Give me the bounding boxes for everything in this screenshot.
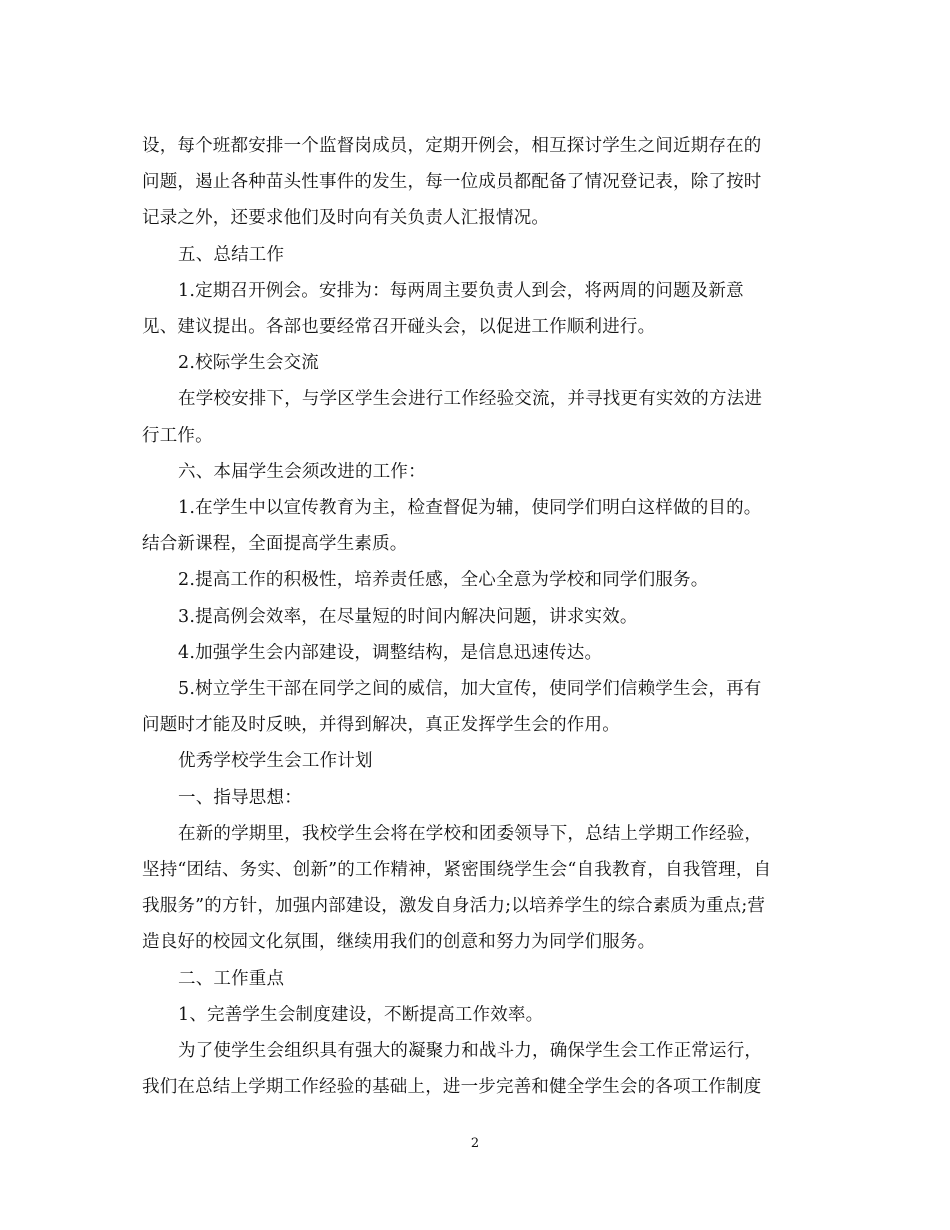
text-line: 结合新课程，全面提高学生素质。 <box>142 534 408 555</box>
document-body <box>142 128 810 1105</box>
text-line: 在新的学期里，我校学生会将在学校和团委领导下，总结上学期工作经验， <box>178 823 763 844</box>
text-line: 一、指导思想： <box>178 787 302 808</box>
text-line: 设，每个班都安排一个监督岗成员，定期开例会，相互探讨学生之间近期存在的 <box>142 136 762 156</box>
text-line: 在学校安排下，与学区学生会进行工作经验交流，并寻找更有实效的方法进 <box>178 389 763 410</box>
paragraph <box>142 599 810 635</box>
text-line: 问题，遏止各种苗头性事件的发生，每一位成员都配备了情况登记表，除了按时 <box>142 172 762 193</box>
text-line: 二、工作重点 <box>178 968 285 989</box>
paragraph <box>142 780 810 816</box>
text-line: 见、建议提出。各部也要经常召开碰头会，以促进工作顺利进行。 <box>142 317 656 338</box>
text-line: 2.校际学生会交流 <box>178 353 319 374</box>
text-line: 行工作。 <box>142 425 213 446</box>
text-line: 我服务”的方针，加强内部建设，激发自身活力;以培养学生的综合素质为重点;营 <box>142 896 766 917</box>
text-line: 造良好的校园文化氛围，继续用我们的创意和努力为同学们服务。 <box>142 932 656 953</box>
paragraph <box>142 237 810 273</box>
text-line: 问题时才能及时反映，并得到解决，真正发挥学生会的作用。 <box>142 715 620 736</box>
text-line: 3.提高例会效率，在尽量短的时间内解决问题，讲求实效。 <box>178 606 638 627</box>
page-number: 2 <box>470 1136 480 1151</box>
text-line: 六、本届学生会须改进的工作： <box>178 461 426 482</box>
text-line: 为了使学生会组织具有强大的凝聚力和战斗力，确保学生会工作正常运行， <box>178 1041 763 1062</box>
paragraph <box>142 381 810 453</box>
paragraph <box>142 490 810 562</box>
paragraph <box>142 128 810 237</box>
paragraph <box>142 997 810 1033</box>
paragraph <box>142 454 810 490</box>
text-line: 4.加强学生会内部建设，调整结构，是信息迅速传达。 <box>178 642 603 663</box>
paragraph <box>142 562 810 598</box>
paragraph <box>142 635 810 671</box>
text-line: 1.定期召开例会。安排为：每两周主要负责人到会，将两周的问题及新意 <box>178 280 744 301</box>
text-line: 记录之外，还要求他们及时向有关负责人汇报情况。 <box>142 208 550 229</box>
text-line: 1、完善学生会制度建设，不断提高工作效率。 <box>178 1004 544 1025</box>
text-line: 五、总结工作 <box>178 244 285 265</box>
text-line: 我们在总结上学期工作经验的基础上，进一步完善和健全学生会的各项工作制度 <box>142 1077 762 1098</box>
paragraph <box>142 345 810 381</box>
paragraph <box>142 671 810 743</box>
paragraph <box>142 743 810 779</box>
text-line: 2.提高工作的积极性，培养责任感，全心全意为学校和同学们服务。 <box>178 570 709 591</box>
paragraph <box>142 816 810 961</box>
paragraph <box>142 273 810 345</box>
text-line: 5.树立学生干部在同学之间的威信，加大宣传，使同学们信赖学生会，再有 <box>178 679 762 700</box>
text-line: 坚持“团结、务实、创新”的工作精神，紧密围绕学生会“自我教育，自我管理，自 <box>142 860 772 881</box>
paragraph <box>142 1033 810 1105</box>
paragraph <box>142 961 810 997</box>
text-line: 1.在学生中以宣传教育为主，检查督促为辅，使同学们明白这样做的目的。 <box>178 498 762 519</box>
text-line: 优秀学校学生会工作计划 <box>178 751 373 772</box>
